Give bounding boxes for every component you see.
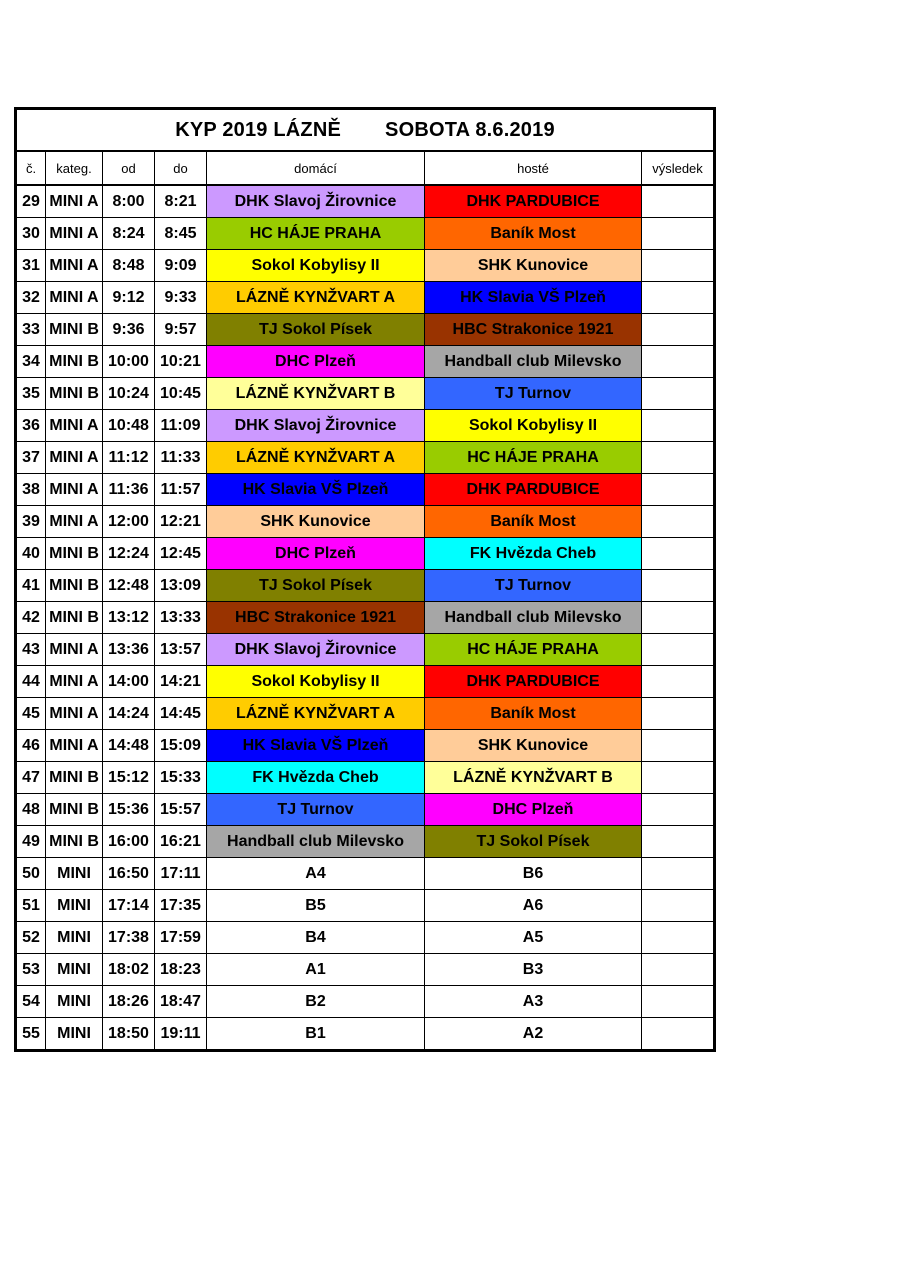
match-start-time: 10:48 bbox=[103, 410, 155, 442]
match-end-time: 13:57 bbox=[155, 634, 207, 666]
match-result[interactable] bbox=[642, 185, 715, 218]
guest-team: DHC Plzeň bbox=[425, 794, 642, 826]
match-start-time: 17:14 bbox=[103, 890, 155, 922]
table-row bbox=[16, 218, 715, 250]
match-start-time: 12:24 bbox=[103, 538, 155, 570]
match-start-time: 17:38 bbox=[103, 922, 155, 954]
match-start-time: 18:50 bbox=[103, 1018, 155, 1051]
match-number: 41 bbox=[16, 570, 46, 602]
match-start-time: 10:00 bbox=[103, 346, 155, 378]
table-row bbox=[16, 314, 715, 346]
guest-team: B3 bbox=[425, 954, 642, 986]
match-end-time: 19:11 bbox=[155, 1018, 207, 1051]
match-start-time: 9:36 bbox=[103, 314, 155, 346]
match-number: 39 bbox=[16, 506, 46, 538]
table-row bbox=[16, 474, 715, 506]
guest-team: DHK PARDUBICE bbox=[425, 474, 642, 506]
match-end-time: 17:59 bbox=[155, 922, 207, 954]
match-number: 42 bbox=[16, 602, 46, 634]
match-number: 37 bbox=[16, 442, 46, 474]
guest-team: HK Slavia VŠ Plzeň bbox=[425, 282, 642, 314]
match-number: 47 bbox=[16, 762, 46, 794]
match-category: MINI A bbox=[46, 250, 103, 282]
match-number: 51 bbox=[16, 890, 46, 922]
match-result[interactable] bbox=[642, 538, 715, 570]
match-result[interactable] bbox=[642, 762, 715, 794]
match-start-time: 13:36 bbox=[103, 634, 155, 666]
match-number: 31 bbox=[16, 250, 46, 282]
match-category: MINI B bbox=[46, 346, 103, 378]
match-category: MINI bbox=[46, 954, 103, 986]
match-number: 53 bbox=[16, 954, 46, 986]
table-row bbox=[16, 858, 715, 890]
table-row bbox=[16, 538, 715, 570]
match-result[interactable] bbox=[642, 986, 715, 1018]
table-row bbox=[16, 730, 715, 762]
guest-team: HC HÁJE PRAHA bbox=[425, 442, 642, 474]
match-start-time: 8:24 bbox=[103, 218, 155, 250]
match-start-time: 15:12 bbox=[103, 762, 155, 794]
match-result[interactable] bbox=[642, 954, 715, 986]
match-category: MINI A bbox=[46, 730, 103, 762]
match-start-time: 16:50 bbox=[103, 858, 155, 890]
home-team: LÁZNĚ KYNŽVART A bbox=[207, 282, 425, 314]
guest-team: DHK PARDUBICE bbox=[425, 666, 642, 698]
title-row bbox=[16, 109, 715, 152]
table-row bbox=[16, 410, 715, 442]
match-start-time: 13:12 bbox=[103, 602, 155, 634]
guest-team: A2 bbox=[425, 1018, 642, 1051]
home-team: DHK Slavoj Žirovnice bbox=[207, 634, 425, 666]
table-row bbox=[16, 922, 715, 954]
guest-team: DHK PARDUBICE bbox=[425, 185, 642, 218]
column-header-category: kateg. bbox=[46, 151, 103, 185]
match-number: 48 bbox=[16, 794, 46, 826]
match-category: MINI B bbox=[46, 794, 103, 826]
match-end-time: 17:35 bbox=[155, 890, 207, 922]
match-category: MINI A bbox=[46, 666, 103, 698]
home-team: HBC Strakonice 1921 bbox=[207, 602, 425, 634]
match-end-time: 11:09 bbox=[155, 410, 207, 442]
match-end-time: 15:33 bbox=[155, 762, 207, 794]
column-header-to: do bbox=[155, 151, 207, 185]
home-team: LÁZNĚ KYNŽVART B bbox=[207, 378, 425, 410]
match-start-time: 12:48 bbox=[103, 570, 155, 602]
match-start-time: 16:00 bbox=[103, 826, 155, 858]
table-row bbox=[16, 185, 715, 218]
guest-team: HBC Strakonice 1921 bbox=[425, 314, 642, 346]
match-start-time: 14:48 bbox=[103, 730, 155, 762]
match-result[interactable] bbox=[642, 570, 715, 602]
match-result[interactable] bbox=[642, 730, 715, 762]
home-team: HK Slavia VŠ Plzeň bbox=[207, 730, 425, 762]
match-end-time: 9:09 bbox=[155, 250, 207, 282]
match-end-time: 18:47 bbox=[155, 986, 207, 1018]
match-number: 34 bbox=[16, 346, 46, 378]
match-result[interactable] bbox=[642, 1018, 715, 1051]
match-number: 40 bbox=[16, 538, 46, 570]
guest-team: SHK Kunovice bbox=[425, 730, 642, 762]
home-team: B5 bbox=[207, 890, 425, 922]
home-team: TJ Turnov bbox=[207, 794, 425, 826]
match-result[interactable] bbox=[642, 794, 715, 826]
match-number: 36 bbox=[16, 410, 46, 442]
match-category: MINI B bbox=[46, 762, 103, 794]
home-team: LÁZNĚ KYNŽVART A bbox=[207, 698, 425, 730]
match-result[interactable] bbox=[642, 442, 715, 474]
column-header-result: výsledek bbox=[642, 151, 715, 185]
match-end-time: 16:21 bbox=[155, 826, 207, 858]
home-team: FK Hvězda Cheb bbox=[207, 762, 425, 794]
match-number: 54 bbox=[16, 986, 46, 1018]
match-number: 44 bbox=[16, 666, 46, 698]
match-start-time: 8:48 bbox=[103, 250, 155, 282]
match-result[interactable] bbox=[642, 602, 715, 634]
match-category: MINI bbox=[46, 858, 103, 890]
schedule-body bbox=[16, 109, 715, 1051]
home-team: SHK Kunovice bbox=[207, 506, 425, 538]
match-start-time: 11:36 bbox=[103, 474, 155, 506]
home-team: B2 bbox=[207, 986, 425, 1018]
match-result[interactable] bbox=[642, 922, 715, 954]
match-category: MINI A bbox=[46, 474, 103, 506]
match-result[interactable] bbox=[642, 410, 715, 442]
match-category: MINI A bbox=[46, 634, 103, 666]
guest-team: TJ Turnov bbox=[425, 570, 642, 602]
match-result[interactable] bbox=[642, 890, 715, 922]
guest-team: TJ Sokol Písek bbox=[425, 826, 642, 858]
home-team: LÁZNĚ KYNŽVART A bbox=[207, 442, 425, 474]
column-header-row bbox=[16, 151, 715, 185]
match-number: 46 bbox=[16, 730, 46, 762]
match-end-time: 10:45 bbox=[155, 378, 207, 410]
match-start-time: 10:24 bbox=[103, 378, 155, 410]
match-start-time: 12:00 bbox=[103, 506, 155, 538]
match-result[interactable] bbox=[642, 634, 715, 666]
guest-team: A5 bbox=[425, 922, 642, 954]
match-end-time: 15:09 bbox=[155, 730, 207, 762]
guest-team: Baník Most bbox=[425, 218, 642, 250]
match-start-time: 9:12 bbox=[103, 282, 155, 314]
match-category: MINI A bbox=[46, 282, 103, 314]
table-row bbox=[16, 570, 715, 602]
home-team: DHC Plzeň bbox=[207, 538, 425, 570]
guest-team: FK Hvězda Cheb bbox=[425, 538, 642, 570]
home-team: B1 bbox=[207, 1018, 425, 1051]
table-row bbox=[16, 826, 715, 858]
table-row bbox=[16, 1018, 715, 1051]
match-result[interactable] bbox=[642, 282, 715, 314]
match-end-time: 15:57 bbox=[155, 794, 207, 826]
match-number: 55 bbox=[16, 1018, 46, 1051]
match-category: MINI A bbox=[46, 218, 103, 250]
guest-team: A3 bbox=[425, 986, 642, 1018]
table-row bbox=[16, 794, 715, 826]
match-end-time: 12:21 bbox=[155, 506, 207, 538]
match-number: 49 bbox=[16, 826, 46, 858]
match-end-time: 8:21 bbox=[155, 185, 207, 218]
match-number: 33 bbox=[16, 314, 46, 346]
home-team: TJ Sokol Písek bbox=[207, 570, 425, 602]
match-end-time: 14:21 bbox=[155, 666, 207, 698]
event-date: SOBOTA 8.6.2019 bbox=[385, 118, 555, 141]
match-result[interactable] bbox=[642, 474, 715, 506]
match-end-time: 11:33 bbox=[155, 442, 207, 474]
home-team: Sokol Kobylisy II bbox=[207, 250, 425, 282]
match-category: MINI bbox=[46, 922, 103, 954]
page-title bbox=[16, 109, 715, 152]
match-number: 35 bbox=[16, 378, 46, 410]
match-result[interactable] bbox=[642, 378, 715, 410]
match-number: 43 bbox=[16, 634, 46, 666]
match-end-time: 13:33 bbox=[155, 602, 207, 634]
match-result[interactable] bbox=[642, 858, 715, 890]
match-result[interactable] bbox=[642, 346, 715, 378]
table-row bbox=[16, 282, 715, 314]
table-row bbox=[16, 442, 715, 474]
guest-team: Sokol Kobylisy II bbox=[425, 410, 642, 442]
match-end-time: 9:33 bbox=[155, 282, 207, 314]
match-category: MINI A bbox=[46, 185, 103, 218]
guest-team: SHK Kunovice bbox=[425, 250, 642, 282]
column-header-from: od bbox=[103, 151, 155, 185]
guest-team: LÁZNĚ KYNŽVART B bbox=[425, 762, 642, 794]
table-row bbox=[16, 890, 715, 922]
match-result[interactable] bbox=[642, 826, 715, 858]
guest-team: A6 bbox=[425, 890, 642, 922]
column-header-guest: hosté bbox=[425, 151, 642, 185]
match-category: MINI A bbox=[46, 442, 103, 474]
table-row bbox=[16, 602, 715, 634]
table-row bbox=[16, 250, 715, 282]
match-result[interactable] bbox=[642, 698, 715, 730]
match-category: MINI A bbox=[46, 698, 103, 730]
match-category: MINI bbox=[46, 890, 103, 922]
match-end-time: 17:11 bbox=[155, 858, 207, 890]
match-category: MINI B bbox=[46, 538, 103, 570]
match-schedule-table bbox=[14, 107, 716, 1052]
match-end-time: 14:45 bbox=[155, 698, 207, 730]
match-end-time: 12:45 bbox=[155, 538, 207, 570]
match-start-time: 18:26 bbox=[103, 986, 155, 1018]
table-row bbox=[16, 698, 715, 730]
match-category: MINI B bbox=[46, 314, 103, 346]
table-row bbox=[16, 666, 715, 698]
table-row bbox=[16, 986, 715, 1018]
guest-team: Baník Most bbox=[425, 698, 642, 730]
column-header-number: č. bbox=[16, 151, 46, 185]
home-team: Sokol Kobylisy II bbox=[207, 666, 425, 698]
home-team: HC HÁJE PRAHA bbox=[207, 218, 425, 250]
guest-team: HC HÁJE PRAHA bbox=[425, 634, 642, 666]
home-team: B4 bbox=[207, 922, 425, 954]
home-team: A4 bbox=[207, 858, 425, 890]
home-team: TJ Sokol Písek bbox=[207, 314, 425, 346]
match-end-time: 9:57 bbox=[155, 314, 207, 346]
guest-team: Handball club Milevsko bbox=[425, 346, 642, 378]
match-category: MINI B bbox=[46, 378, 103, 410]
match-start-time: 18:02 bbox=[103, 954, 155, 986]
guest-team: Handball club Milevsko bbox=[425, 602, 642, 634]
table-row bbox=[16, 762, 715, 794]
table-row bbox=[16, 346, 715, 378]
match-category: MINI B bbox=[46, 602, 103, 634]
match-number: 29 bbox=[16, 185, 46, 218]
match-start-time: 14:24 bbox=[103, 698, 155, 730]
match-end-time: 10:21 bbox=[155, 346, 207, 378]
match-end-time: 11:57 bbox=[155, 474, 207, 506]
match-result[interactable] bbox=[642, 506, 715, 538]
match-number: 50 bbox=[16, 858, 46, 890]
match-start-time: 8:00 bbox=[103, 185, 155, 218]
match-start-time: 11:12 bbox=[103, 442, 155, 474]
match-number: 32 bbox=[16, 282, 46, 314]
table-row bbox=[16, 378, 715, 410]
match-category: MINI bbox=[46, 1018, 103, 1051]
match-category: MINI A bbox=[46, 506, 103, 538]
match-number: 38 bbox=[16, 474, 46, 506]
home-team: Handball club Milevsko bbox=[207, 826, 425, 858]
match-start-time: 14:00 bbox=[103, 666, 155, 698]
match-category: MINI A bbox=[46, 410, 103, 442]
match-number: 45 bbox=[16, 698, 46, 730]
match-number: 52 bbox=[16, 922, 46, 954]
home-team: DHK Slavoj Žirovnice bbox=[207, 410, 425, 442]
match-start-time: 15:36 bbox=[103, 794, 155, 826]
guest-team: B6 bbox=[425, 858, 642, 890]
table-row bbox=[16, 954, 715, 986]
match-end-time: 13:09 bbox=[155, 570, 207, 602]
home-team: HK Slavia VŠ Plzeň bbox=[207, 474, 425, 506]
table-row bbox=[16, 506, 715, 538]
match-end-time: 18:23 bbox=[155, 954, 207, 986]
match-result[interactable] bbox=[642, 666, 715, 698]
match-category: MINI B bbox=[46, 826, 103, 858]
match-end-time: 8:45 bbox=[155, 218, 207, 250]
table-row bbox=[16, 634, 715, 666]
guest-team: Baník Most bbox=[425, 506, 642, 538]
match-category: MINI B bbox=[46, 570, 103, 602]
home-team: DHK Slavoj Žirovnice bbox=[207, 185, 425, 218]
column-header-home: domácí bbox=[207, 151, 425, 185]
match-number: 30 bbox=[16, 218, 46, 250]
home-team: A1 bbox=[207, 954, 425, 986]
match-result[interactable] bbox=[642, 314, 715, 346]
event-title: KYP 2019 LÁZNĚ bbox=[175, 118, 342, 141]
guest-team: TJ Turnov bbox=[425, 378, 642, 410]
home-team: DHC Plzeň bbox=[207, 346, 425, 378]
match-category: MINI bbox=[46, 986, 103, 1018]
match-result[interactable] bbox=[642, 218, 715, 250]
match-result[interactable] bbox=[642, 250, 715, 282]
